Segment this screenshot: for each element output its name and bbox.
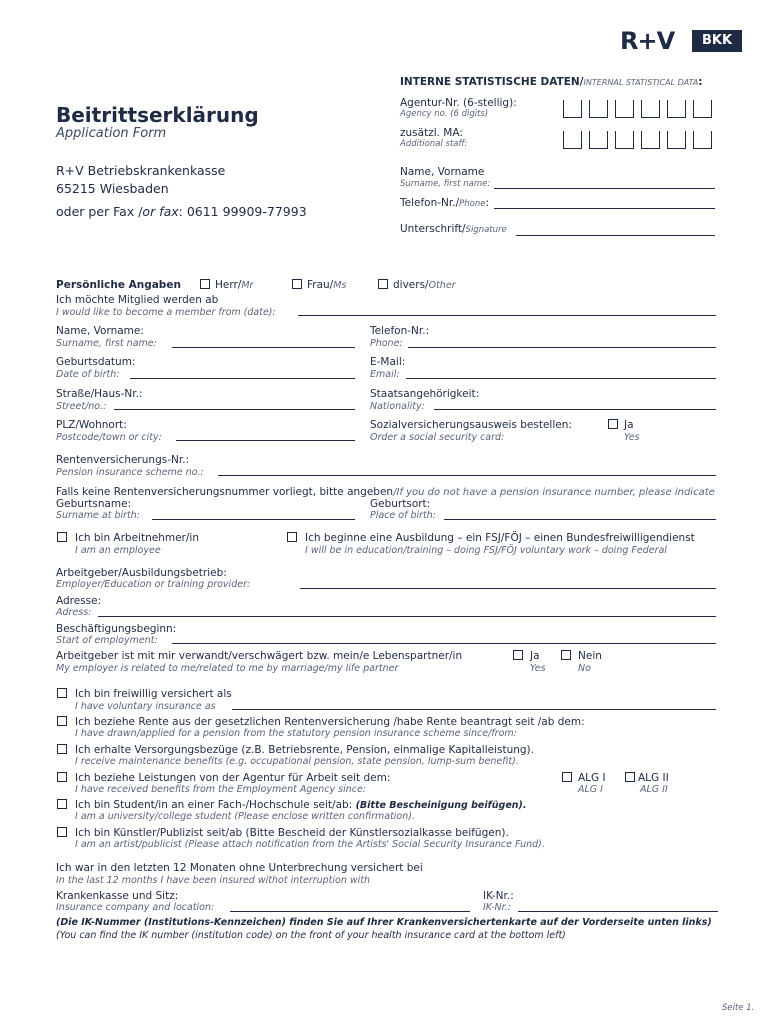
additional-staff-label: zusätzl. MA: (400, 127, 463, 139)
ssc-yes-label-en: Yes (624, 432, 640, 443)
nationality-field[interactable] (434, 409, 716, 410)
frau-label: Frau/Ms (307, 279, 347, 291)
pension-no-label-en: Pension insurance scheme no.: (56, 467, 204, 478)
pension-no-field[interactable] (218, 475, 716, 476)
alg2-checkbox[interactable] (625, 772, 635, 782)
additional-staff-label-en: Additional staff: (400, 139, 468, 149)
student-label: Ich bin Student/in an einer Fach-/Hochschule seit/ab: (Bitte Bescheinigung beifügen). (75, 799, 527, 811)
voluntary-label-en: I have voluntary insurance as (75, 701, 216, 712)
agency-label-en: I have received benefits from the Employment Agency since: (75, 784, 367, 795)
email-field[interactable] (406, 378, 716, 379)
fax-line: oder per Fax /or fax: 0611 99909-77993 (56, 204, 307, 219)
page-subtitle: Application Form (56, 126, 167, 141)
internal-name-field[interactable] (494, 188, 715, 189)
address-line-1: R+V Betriebskrankenkasse (56, 163, 226, 178)
birth-name-field[interactable] (152, 519, 355, 520)
insurance-company-field[interactable] (230, 911, 470, 912)
birthdate-label: Geburtsdatum: (56, 356, 136, 368)
herr-checkbox[interactable] (200, 279, 210, 289)
internal-data-title: INTERNE STATISTISCHE DATEN/INTERNAL STATISTICAL DATA: (400, 76, 703, 88)
member-from-field[interactable] (298, 315, 716, 316)
birthdate-field[interactable] (130, 378, 355, 379)
employer-address-field[interactable] (98, 616, 716, 617)
personal-section-label: Persönliche Angaben (56, 279, 181, 291)
related-no-checkbox[interactable] (561, 650, 571, 660)
email-label: E-Mail: (370, 356, 406, 368)
phone-field[interactable] (408, 347, 716, 348)
pension-checkbox[interactable] (57, 716, 67, 726)
pension-label-en: I have drawn/applied for a pension from the statutory pension insurance scheme since/from: (75, 728, 517, 739)
street-label-en: Street/no.: (56, 401, 107, 412)
birth-place-label-en: Place of birth: (370, 510, 436, 521)
page-title: Beitrittserklärung (56, 103, 259, 127)
logo-suffix: BKK (692, 30, 742, 52)
related-yes-checkbox[interactable] (513, 650, 523, 660)
student-checkbox[interactable] (57, 799, 67, 809)
member-from-label-en: I would like to become a member from (date): (56, 307, 276, 318)
pension-no-label: Rentenversicherungs-Nr.: (56, 454, 190, 466)
voluntary-checkbox[interactable] (57, 688, 67, 698)
employer-related-label: Arbeitgeber ist mit mir verwandt/verschwägert bzw. mein/e Lebenspartner/in (56, 650, 463, 662)
insurance-company-label: Krankenkasse und Sitz: (56, 890, 179, 902)
frau-checkbox[interactable] (292, 279, 302, 289)
divers-checkbox[interactable] (378, 279, 388, 289)
birthdate-label-en: Date of birth: (56, 369, 120, 380)
street-field[interactable] (114, 409, 355, 410)
pension-label: Ich beziehe Rente aus der gesetzlichen Rentenversicherung /habe Rente beantragt seit /ab dem: (75, 716, 585, 728)
employer-address-label-en: Adress: (56, 607, 92, 618)
related-yes-label-en: Yes (530, 663, 546, 674)
postcode-field[interactable] (176, 440, 355, 441)
employee-label: Ich bin Arbeitnehmer/in (75, 532, 199, 544)
herr-label: Herr/Mr (215, 279, 254, 291)
page-number: Seite 1. (722, 1003, 755, 1013)
student-label-en: I am a university/college student (Please enclose written confirmation). (75, 811, 415, 822)
related-no-label-en: No (578, 663, 591, 674)
alg1-checkbox[interactable] (562, 772, 572, 782)
nationality-label-en: Nationality: (370, 401, 425, 412)
employee-label-en: I am an employee (75, 545, 161, 556)
alg2-label-en: ALG II (640, 784, 668, 795)
training-label-en: I will be in education/training – doing FSJ/FÖJ voluntary work – doing Federal (305, 545, 667, 556)
internal-name-label: Name, Vorname (400, 166, 485, 178)
alg2-label: ALG II (638, 772, 669, 784)
ssc-label-en: Order a social security card: (370, 432, 505, 443)
postcode-label-en: Postcode/town or city: (56, 432, 162, 443)
employer-label: Arbeitgeber/Ausbildungsbetrieb: (56, 567, 227, 579)
internal-signature-label: Unterschrift/Signature (400, 223, 507, 235)
birth-place-label: Geburtsort: (370, 498, 431, 510)
birth-name-label-en: Surname at birth: (56, 510, 141, 521)
name-label-en: Surname, first name: (56, 338, 157, 349)
employer-address-label: Adresse: (56, 595, 102, 607)
divers-label: divers/Other (393, 279, 456, 291)
previous-insured-label-en: In the last 12 months I have been insured withot interruption with (56, 875, 371, 886)
training-label: Ich beginne eine Ausbildung – ein FSJ/FÖJ – einen Bundesfreiwilligendienst (305, 532, 695, 544)
no-pension-note: Falls keine Rentenversicherungsnummer vorliegt, bitte angeben/If you do not have a pension insurance number, please indicate (56, 486, 715, 498)
agency-number-label: Agentur-Nr. (6-stellig): (400, 97, 517, 109)
logo-brand: R+V (620, 27, 675, 55)
email-label-en: Email: (370, 369, 400, 380)
phone-label: Telefon-Nr.: (370, 325, 430, 337)
internal-phone-label: Telefon-Nr./Phone: (400, 197, 490, 209)
training-checkbox[interactable] (287, 532, 297, 542)
employer-related-label-en: My employer is related to me/related to me by marriage/my life partner (56, 663, 399, 674)
artist-label: Ich bin Künstler/Publizist seit/ab (Bitte Bescheid der Künstlersozialkasse beifügen). (75, 827, 509, 839)
ssc-yes-checkbox[interactable] (608, 419, 618, 429)
internal-phone-field[interactable] (494, 208, 715, 209)
artist-checkbox[interactable] (57, 827, 67, 837)
ssc-yes-label: Ja (624, 419, 634, 431)
voluntary-field[interactable] (232, 709, 716, 710)
employer-label-en: Employer/Education or training provider: (56, 579, 251, 590)
alg1-label-en: ALG I (578, 784, 603, 795)
insurance-company-label-en: Insurance company and location: (56, 902, 215, 913)
postcode-label: PLZ/Wohnort: (56, 419, 127, 431)
employment-start-label-en: Start of employment: (56, 635, 158, 646)
member-from-label: Ich möchte Mitglied werden ab (56, 294, 219, 306)
ik-note: (Die IK-Nummer (Institutions-Kennzeichen) finden Sie auf Ihrer Krankenversichertenkarte auf der Vorderseite unten links) (56, 917, 712, 928)
internal-signature-field[interactable] (516, 235, 715, 236)
ik-note-en: (You can find the IK number (institution code) on the front of your health insurance card at the bottom left) (56, 930, 566, 941)
maintenance-label-en: I receive maintenance benefits (e.g. occupational pension, state pension, lump-sum benefit). (75, 756, 519, 767)
name-field[interactable] (172, 347, 355, 348)
maintenance-checkbox[interactable] (57, 744, 67, 754)
previous-insured-label: Ich war in den letzten 12 Monaten ohne Unterbrechung versichert bei (56, 862, 423, 874)
ik-label-en: IK-Nr.: (483, 902, 511, 913)
ik-field[interactable] (518, 911, 718, 912)
nationality-label: Staatsangehörigkeit: (370, 388, 480, 400)
birth-place-field[interactable] (444, 519, 716, 520)
agency-checkbox[interactable] (57, 772, 67, 782)
alg1-label: ALG I (578, 772, 606, 784)
employment-start-field[interactable] (172, 643, 716, 644)
employee-checkbox[interactable] (57, 532, 67, 542)
voluntary-label: Ich bin freiwillig versichert als (75, 688, 232, 700)
related-yes-label: Ja (530, 650, 540, 662)
ssc-label: Sozialversicherungsausweis bestellen: (370, 419, 572, 431)
internal-name-label-en: Surname, first name: (400, 179, 491, 189)
ik-label: IK-Nr.: (483, 890, 514, 902)
agency-label: Ich beziehe Leistungen von der Agentur für Arbeit seit dem: (75, 772, 391, 784)
name-label: Name, Vorname: (56, 325, 144, 337)
rv-bkk-logo (620, 28, 742, 54)
agency-number-label-en: Agency no. (6 digits) (400, 109, 489, 119)
street-label: Straße/Haus-Nr.: (56, 388, 143, 400)
related-no-label: Nein (578, 650, 602, 662)
maintenance-label: Ich erhalte Versorgungsbezüge (z.B. Betriebsrente, Pension, einmalige Kapitalleistung). (75, 744, 534, 756)
address-line-2: 65215 Wiesbaden (56, 181, 169, 196)
employer-field[interactable] (300, 588, 716, 589)
phone-label-en: Phone: (370, 338, 403, 349)
birth-name-label: Geburtsname: (56, 498, 132, 510)
artist-label-en: I am an artist/publicist (Please attach notification from the Artists' Social Security Insurance Fund). (75, 839, 545, 850)
employment-start-label: Beschäftigungsbeginn: (56, 623, 177, 635)
